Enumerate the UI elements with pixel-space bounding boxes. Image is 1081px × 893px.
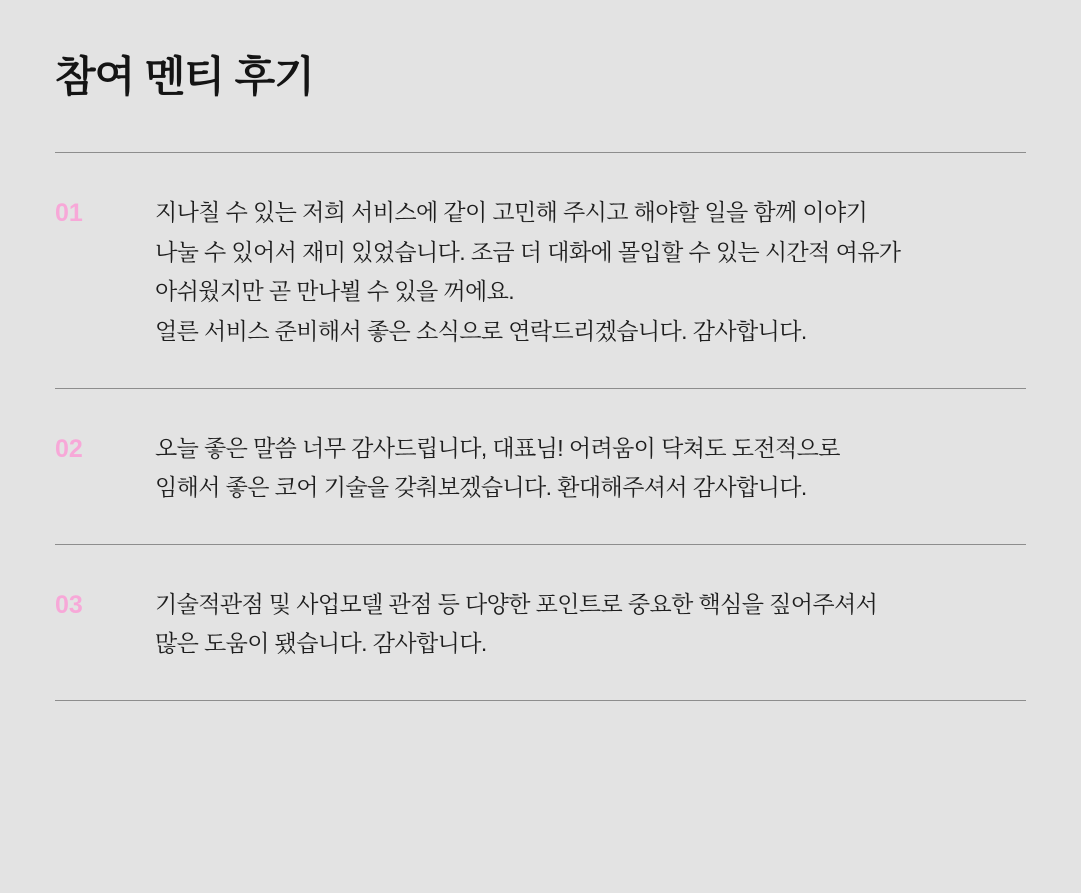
review-line: 얼른 서비스 준비해서 좋은 소식으로 연락드리겠습니다. 감사합니다.: [155, 318, 807, 345]
review-number: 03: [55, 590, 83, 619]
list-item: [55, 389, 1026, 544]
review-text: [155, 193, 1026, 351]
review-line: 기술적관점 및 사업모델 관점 등 다양한 포인트로 중요한 핵심을 짚어주셔서: [155, 590, 878, 617]
review-line: 임해서 좋은 코어 기술을 갖춰보겠습니다. 환대해주셔서 감사합니다.: [155, 474, 807, 501]
review-line: 아쉬웠지만 곧 만나뵐 수 있을 꺼에요.: [155, 278, 515, 305]
review-line: 지나칠 수 있는 저희 서비스에 같이 고민해 주시고 해야할 일을 함께 이야기: [155, 199, 868, 226]
list-item: [55, 153, 1026, 387]
review-number: 02: [55, 434, 83, 463]
review-text: [155, 585, 1026, 664]
review-number: 01: [55, 199, 83, 228]
review-text: [155, 429, 1026, 508]
divider-bottom: [55, 700, 1026, 701]
list-item: [55, 545, 1026, 700]
page-title: 참여 멘티 후기: [55, 53, 314, 100]
review-line: 많은 도움이 됐습니다. 감사합니다.: [155, 630, 487, 657]
review-list: [55, 153, 1026, 700]
review-line: 오늘 좋은 말씀 너무 감사드립니다, 대표님! 어려움이 닥쳐도 도전적으로: [155, 434, 840, 461]
review-line: 나눌 수 있어서 재미 있었습니다. 조금 더 대화에 몰입할 수 있는 시간적 여유가: [155, 238, 901, 265]
